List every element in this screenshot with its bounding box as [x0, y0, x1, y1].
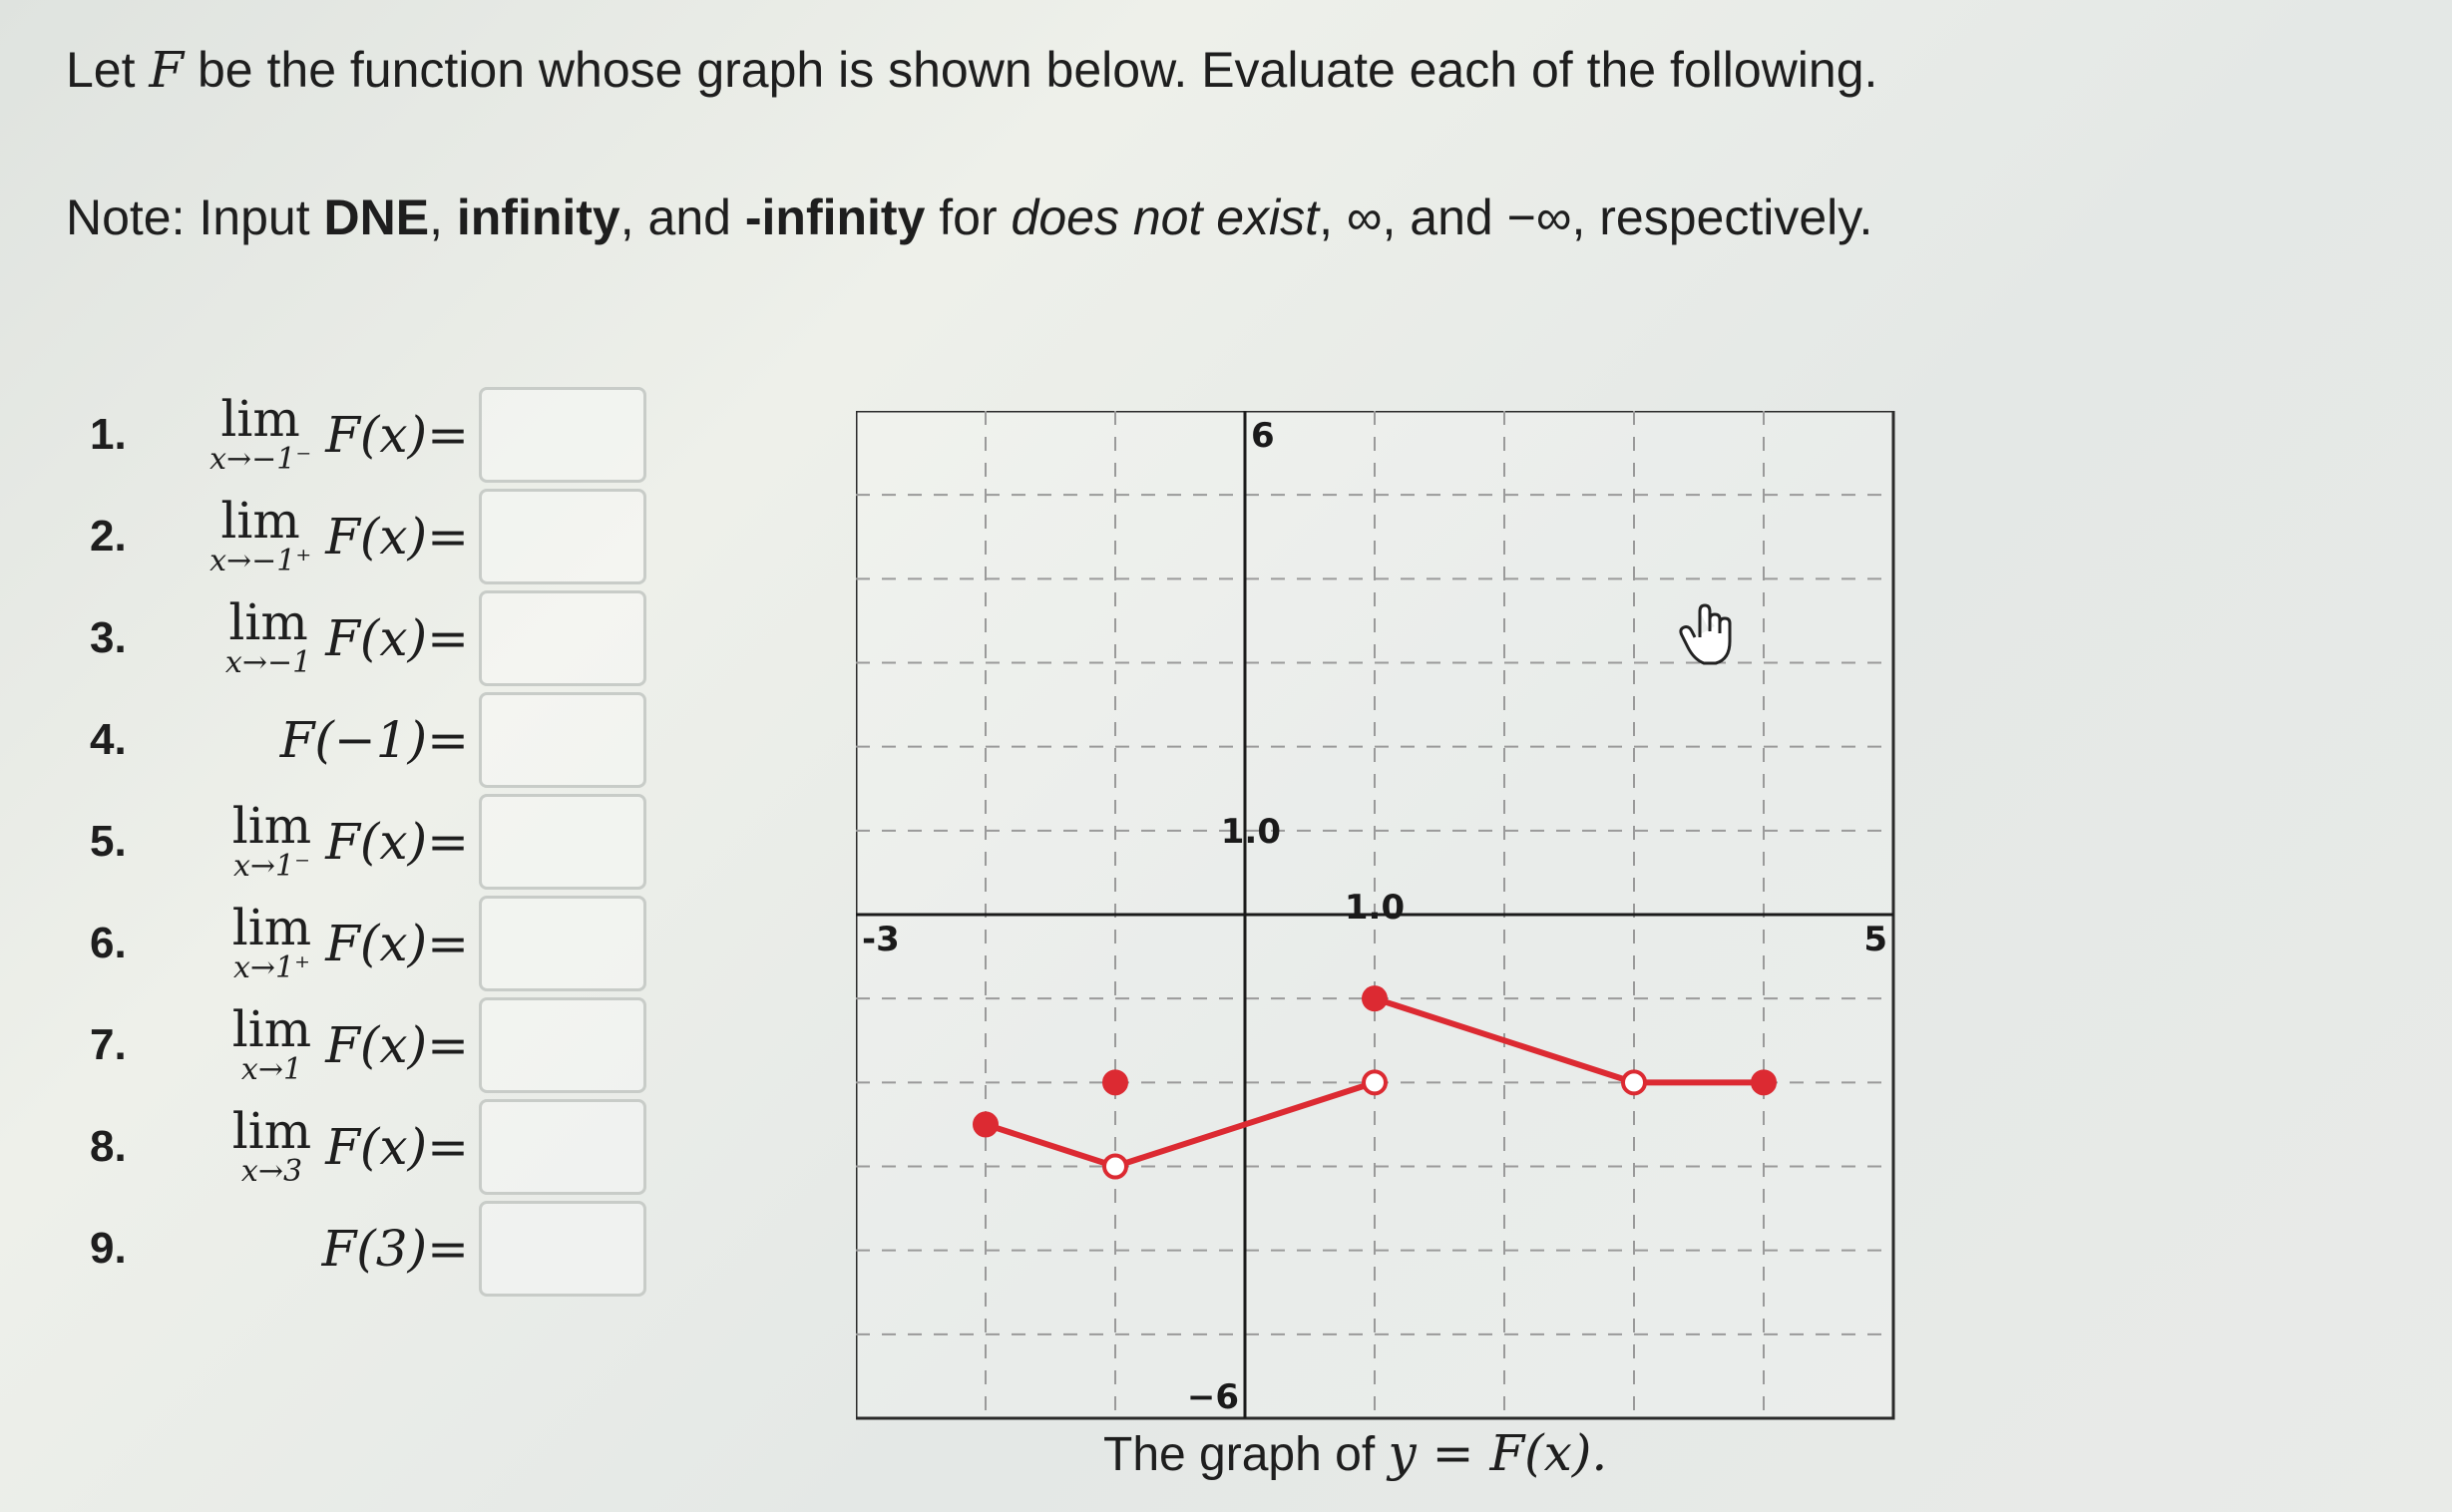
intro-text-1: Let [66, 42, 150, 98]
question-number: 8. [90, 1122, 127, 1171]
intro-var: F [149, 41, 185, 99]
open-point [1623, 1071, 1645, 1093]
note-for: for [925, 189, 1012, 245]
question-number: 6. [90, 919, 127, 967]
limit-operator [224, 593, 312, 680]
limit-operator [231, 797, 312, 884]
note-prefix: Note: Input [66, 189, 324, 245]
function-graph [856, 411, 1901, 1428]
question-expression [170, 1000, 469, 1087]
note-and-1: , and [619, 189, 745, 245]
caption-math: y = F(x). [1388, 1424, 1608, 1482]
note-comma-2: , [1319, 189, 1347, 245]
lim-subscript: x→1 [240, 1052, 303, 1087]
answer-input-5[interactable] [479, 794, 646, 890]
limit-operator [209, 492, 312, 578]
note-dne: DNE [323, 189, 430, 245]
lim-subscript: x→−1 [224, 645, 312, 680]
caption-prefix: The graph of [1103, 1428, 1389, 1481]
answer-input-1[interactable] [479, 387, 646, 483]
lim-word: lim [231, 899, 312, 956]
answer-input-6[interactable] [479, 896, 646, 991]
question-expression [170, 593, 469, 680]
closed-point [1104, 1071, 1126, 1093]
note-neg-inf-symbol: −∞ [1506, 189, 1572, 245]
question-expression [170, 390, 469, 477]
answer-input-7[interactable] [479, 997, 646, 1093]
answer-input-3[interactable] [479, 590, 646, 686]
note-inf-symbol: ∞ [1346, 189, 1383, 245]
question-2 [90, 486, 688, 587]
limit-operator [231, 899, 312, 985]
lim-subscript: x→1⁻ [232, 849, 310, 884]
intro-text-2: be the function whose graph is shown below. Evaluate each of the following. [184, 42, 1878, 98]
answer-input-9[interactable] [479, 1201, 646, 1297]
x-max-label: 5 [1863, 920, 1887, 959]
lim-subscript: x→1⁺ [232, 950, 310, 985]
function-expression: F(x)= [325, 609, 469, 667]
function-expression: F(x)= [325, 1118, 469, 1176]
question-4 [90, 689, 688, 791]
question-number: 5. [90, 817, 127, 866]
function-expression: F(3)= [321, 1220, 469, 1278]
question-number: 9. [90, 1224, 127, 1273]
question-list [90, 384, 688, 1300]
question-number: 4. [90, 715, 127, 764]
y-tick-label: 1.0 [1220, 811, 1281, 852]
problem-intro [66, 40, 1877, 100]
lim-word: lim [220, 390, 300, 448]
closed-point [1364, 987, 1386, 1009]
answer-input-8[interactable] [479, 1099, 646, 1195]
function-expression: F(x)= [325, 508, 469, 566]
question-1 [90, 384, 688, 486]
function-expression: F(x)= [325, 1016, 469, 1074]
question-expression [170, 797, 469, 884]
note-neg-infinity: -infinity [744, 189, 926, 245]
question-expression [170, 711, 469, 769]
limit-operator [231, 1102, 312, 1189]
note-and-2: , and [1382, 189, 1507, 245]
answer-input-2[interactable] [479, 489, 646, 584]
question-number: 2. [90, 512, 127, 561]
closed-point [1753, 1071, 1775, 1093]
graph-caption [1103, 1424, 1607, 1482]
question-7 [90, 994, 688, 1096]
x-tick-label: 1.0 [1344, 888, 1406, 928]
question-number: 1. [90, 410, 127, 459]
lim-word: lim [220, 492, 300, 550]
graph-canvas [856, 411, 1901, 1428]
question-expression [170, 899, 469, 985]
function-expression: F(x)= [325, 915, 469, 972]
note-infinity: infinity [456, 189, 620, 245]
answer-input-4[interactable] [479, 692, 646, 788]
limit-operator [209, 390, 312, 477]
note-does-not-exist: does not exist [1011, 189, 1320, 245]
note-suffix: , respectively. [1571, 189, 1873, 245]
closed-point [975, 1113, 997, 1135]
lim-subscript: x→−1⁺ [209, 544, 312, 578]
question-number: 7. [90, 1020, 127, 1069]
function-expression: F(x)= [325, 813, 469, 871]
lim-word: lim [231, 797, 312, 855]
lim-word: lim [228, 593, 308, 651]
question-expression [170, 1102, 469, 1189]
y-min-label: −6 [1186, 1377, 1239, 1417]
question-6 [90, 893, 688, 994]
open-point [1364, 1071, 1386, 1093]
problem-note [66, 188, 1872, 247]
x-min-label: -3 [862, 920, 900, 959]
question-number: 3. [90, 613, 127, 662]
lim-word: lim [231, 1102, 312, 1160]
question-expression [170, 1220, 469, 1278]
function-expression: F(−1)= [279, 711, 469, 769]
question-expression [170, 492, 469, 578]
question-8 [90, 1096, 688, 1198]
open-point [1104, 1156, 1126, 1178]
question-3 [90, 587, 688, 689]
lim-subscript: x→3 [240, 1154, 303, 1189]
question-5 [90, 791, 688, 893]
lim-subscript: x→−1⁻ [209, 442, 312, 477]
limit-operator [231, 1000, 312, 1087]
question-9 [90, 1198, 688, 1300]
note-comma-1: , [429, 189, 457, 245]
function-expression: F(x)= [325, 406, 469, 464]
lim-word: lim [231, 1000, 312, 1058]
y-max-label: 6 [1251, 416, 1275, 456]
